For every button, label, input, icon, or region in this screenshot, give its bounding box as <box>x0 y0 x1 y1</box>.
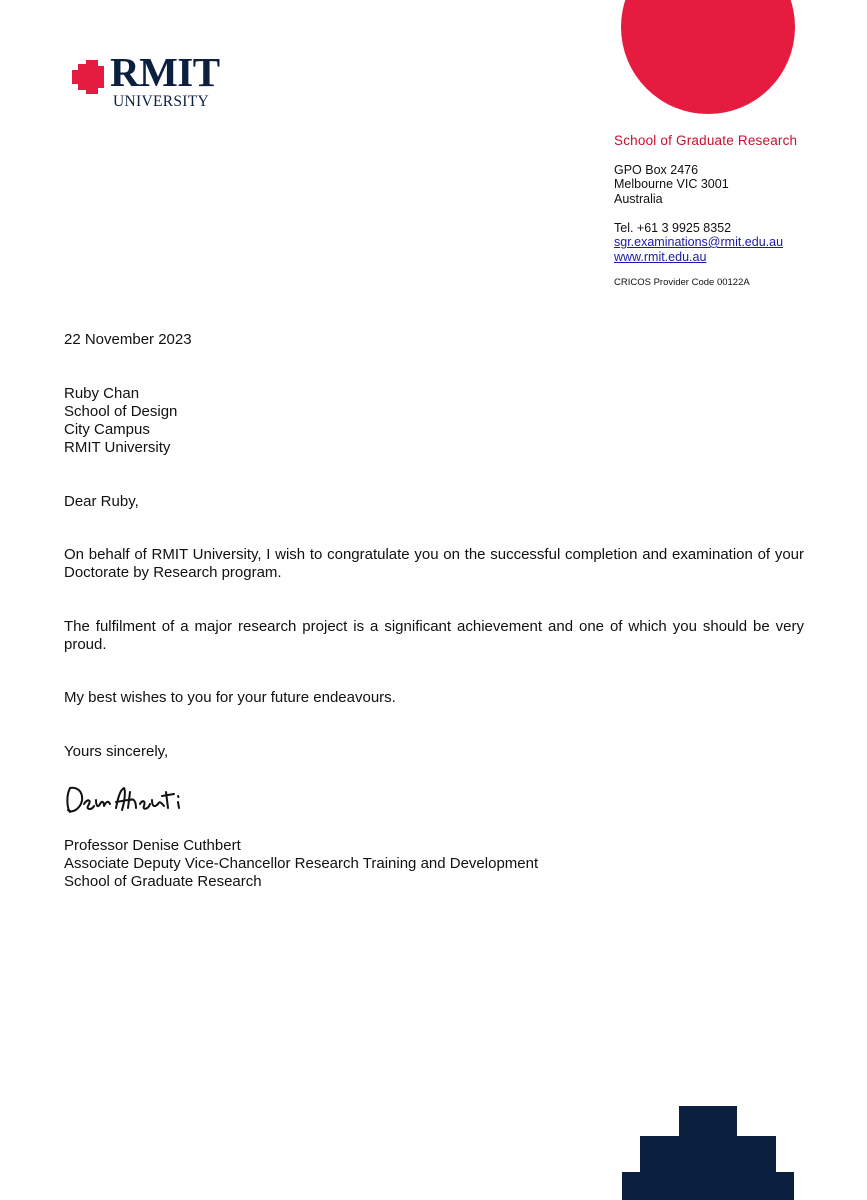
letter-paragraph <box>64 546 804 582</box>
closing: Yours sincerely, <box>64 743 169 760</box>
logo-subtitle: UNIVERSITY <box>113 93 209 110</box>
website-link[interactable]: www.rmit.edu.au <box>614 249 707 264</box>
cricos-code: CRICOS Provider Code 00122A <box>614 277 750 288</box>
address-line: Melbourne VIC 3001 <box>614 177 729 191</box>
telephone: Tel. +61 3 9925 8352 <box>614 220 732 235</box>
school-name: School of Graduate Research <box>614 133 798 148</box>
signatory-block <box>64 837 804 891</box>
recipient-line: Ruby Chan <box>64 385 140 402</box>
rmit-logo <box>70 49 230 116</box>
recipient-line: City Campus <box>64 421 150 438</box>
signatory-name: Professor Denise Cuthbert <box>64 837 241 854</box>
recipient-line: School of Design <box>64 403 178 420</box>
letter-paragraph <box>64 618 804 654</box>
handwritten-signature <box>64 782 184 816</box>
decorative-red-circle <box>621 0 795 114</box>
recipient-address <box>64 385 804 457</box>
paragraph-text: The fulfilment of a major research project is a significant achievement and one of which you should be very proud. <box>64 618 804 653</box>
signatory-title: Associate Deputy Vice-Chancellor Research Training and Development <box>64 855 539 872</box>
letter-paragraph <box>64 689 804 707</box>
email-link[interactable]: sgr.examinations@rmit.edu.au <box>614 235 784 249</box>
salutation: Dear Ruby, <box>64 493 139 510</box>
paragraph-text: My best wishes to you for your future endeavours. <box>64 689 396 706</box>
rmit-pixel-mark-icon <box>70 60 106 94</box>
address-line: GPO Box 2476 <box>614 162 699 177</box>
paragraph-text: On behalf of RMIT University, I wish to congratulate you on the successful completion and examination of your Doctorate by Research program. <box>64 546 804 581</box>
sender-block <box>614 134 854 291</box>
signatory-unit: School of Graduate Research <box>64 873 262 890</box>
address-line: Australia <box>614 191 663 206</box>
recipient-line: RMIT University <box>64 439 171 456</box>
letter-date: 22 November 2023 <box>64 331 192 348</box>
logo-wordmark: RMIT <box>110 49 220 95</box>
